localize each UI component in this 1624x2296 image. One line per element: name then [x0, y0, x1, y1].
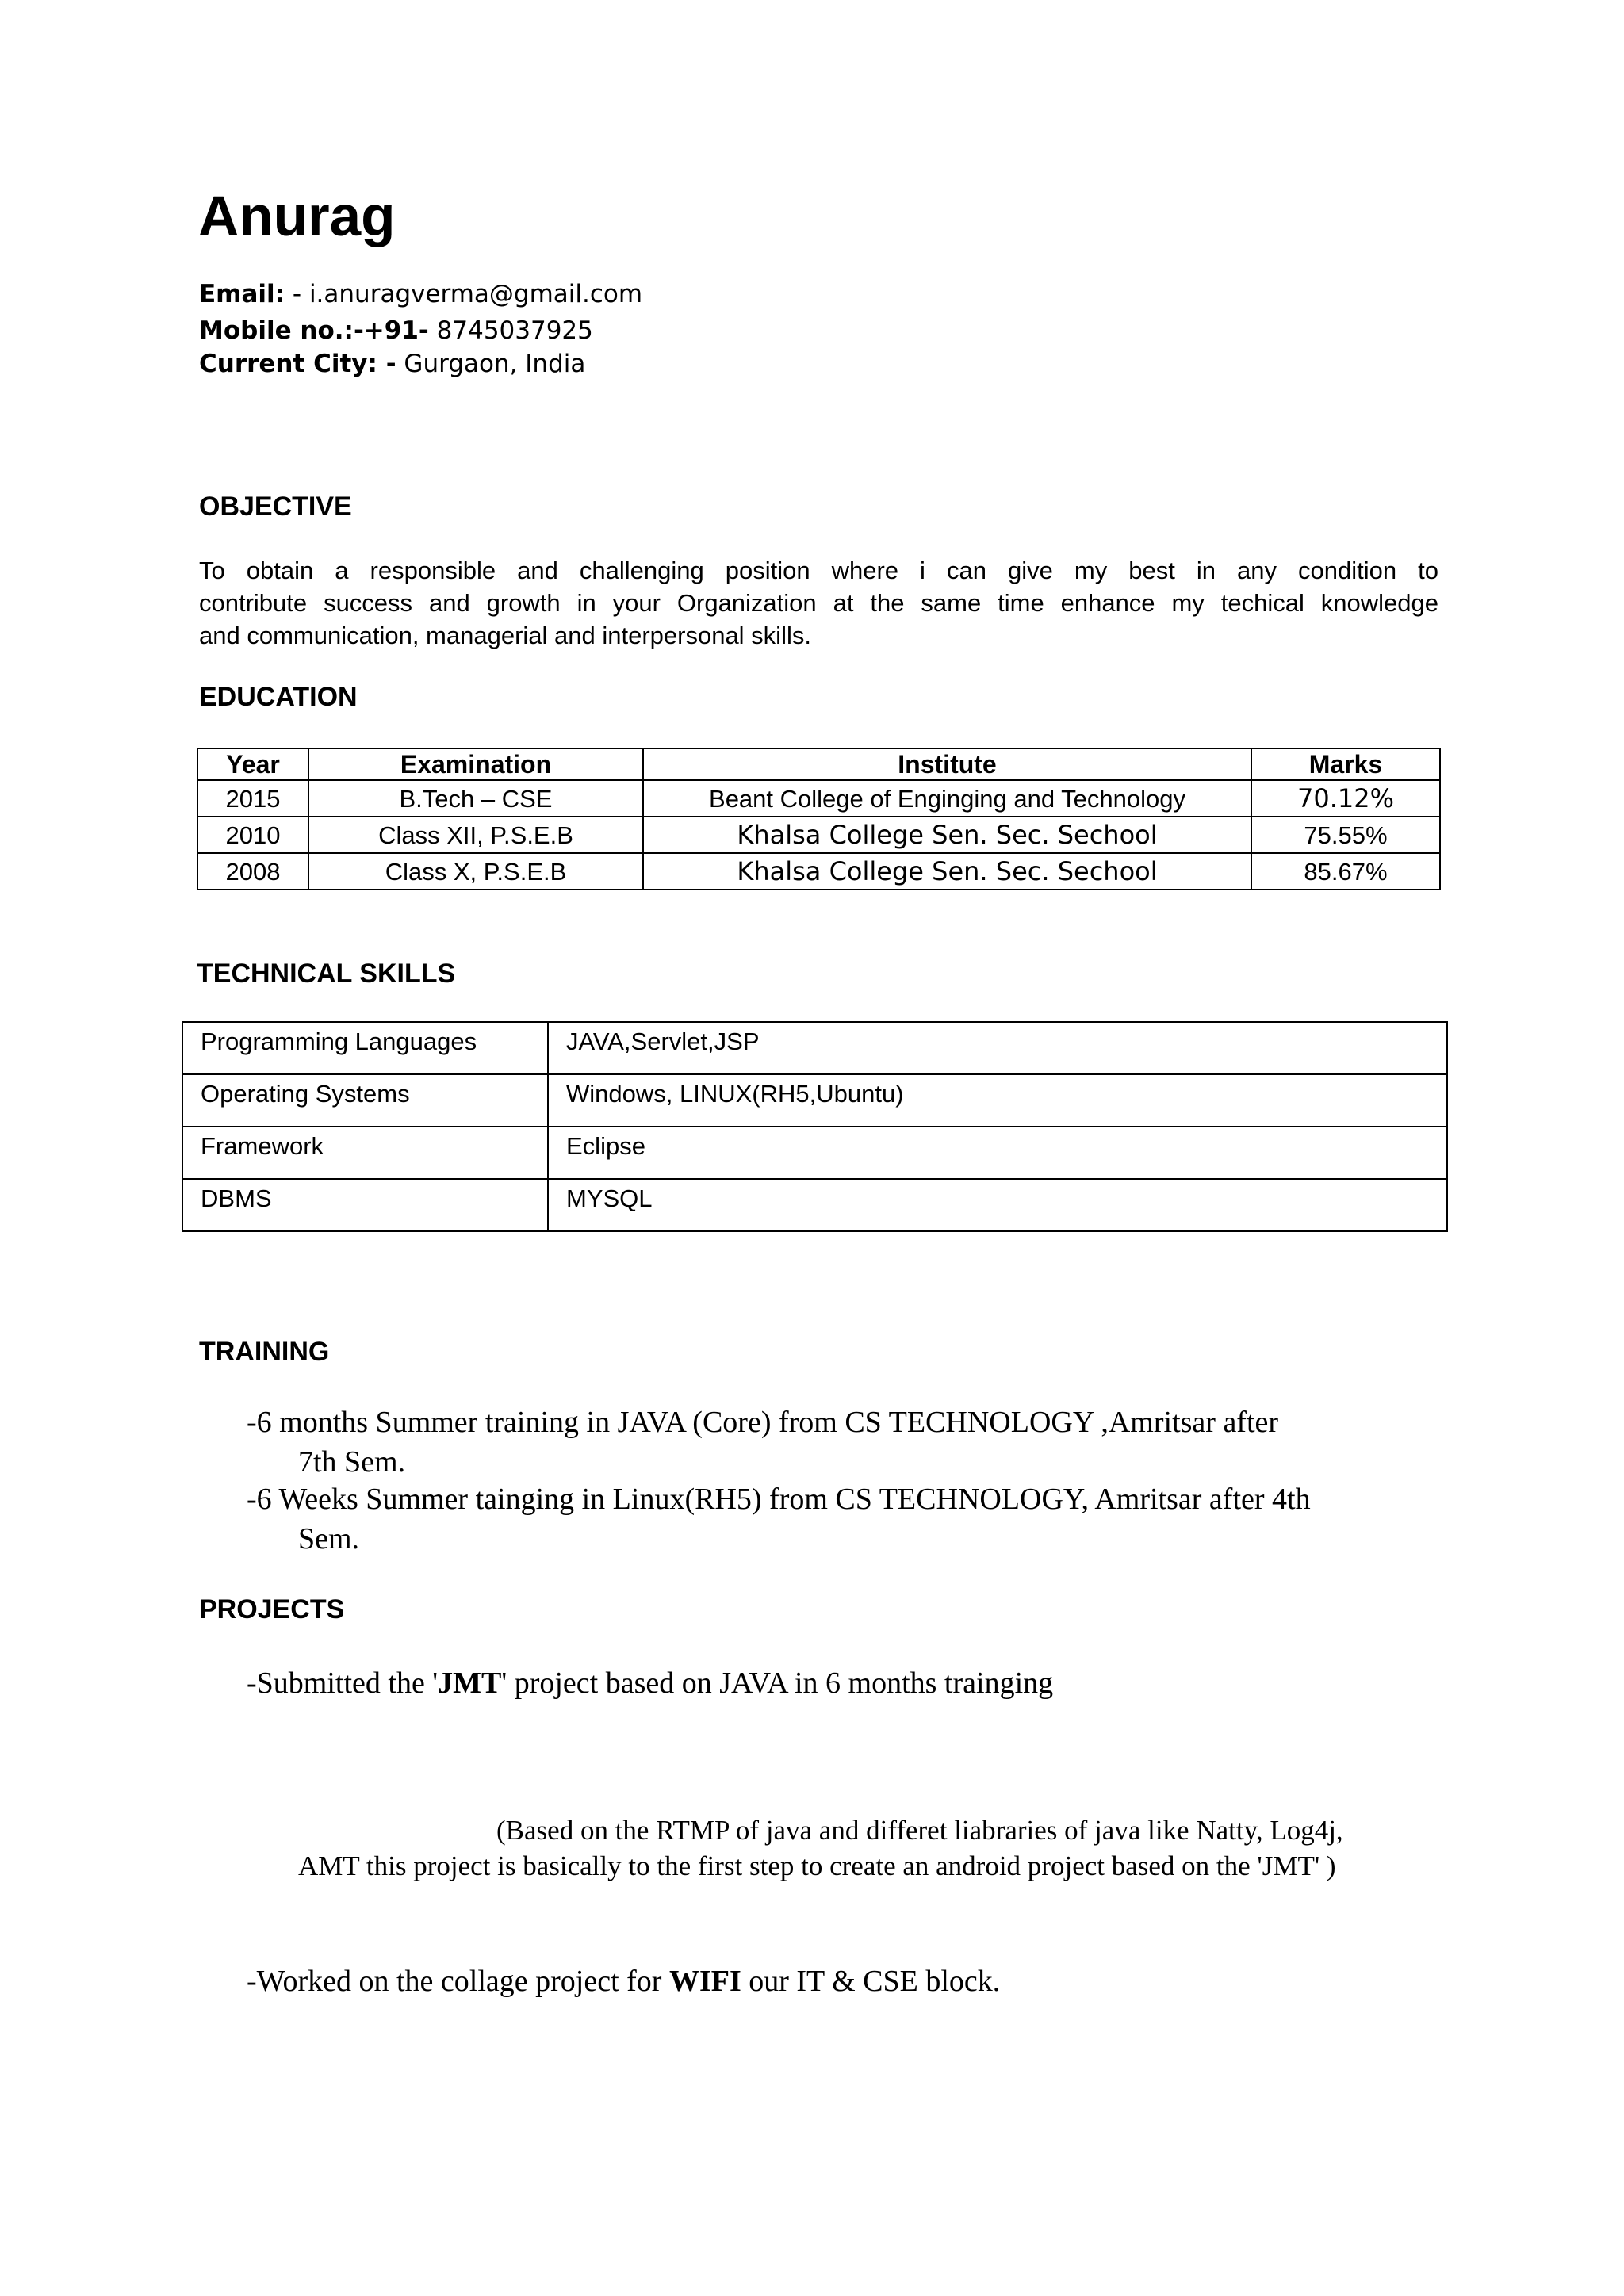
mobile-line [199, 316, 593, 345]
mobile-value: 8745037925 [428, 316, 593, 345]
table-row [197, 780, 1440, 817]
training-item-2-cont: Sem. [298, 1522, 360, 1556]
city-label: Current City: - [199, 350, 396, 378]
project-1-suffix: ' project based on JAVA in 6 months trainging [501, 1667, 1054, 1700]
project-item-1 [247, 1668, 1053, 1698]
email-label: Email: [199, 280, 285, 308]
skill-value: Windows, LINUX(RH5,Ubuntu) [548, 1074, 1447, 1127]
city-value: Gurgaon, India [396, 350, 586, 378]
project-item-2 [247, 1966, 1000, 1996]
table-cell: Khalsa College Sen. Sec. Sechool [643, 853, 1251, 890]
skill-value: Eclipse [548, 1127, 1447, 1179]
skill-value: MYSQL [548, 1179, 1447, 1231]
education-heading: EDUCATION [199, 682, 358, 712]
table-row [197, 817, 1440, 853]
table-row [182, 1022, 1447, 1074]
skill-value: JAVA,Servlet,JSP [548, 1022, 1447, 1074]
table-cell: Class XII, P.S.E.B [308, 817, 643, 853]
project-1-note: (Based on the RTMP of java and differet liabraries of java like Natty, Log4j, [496, 1815, 1343, 1846]
skills-table [182, 1021, 1448, 1232]
table-header-row [197, 748, 1440, 780]
skill-category: Programming Languages [182, 1022, 548, 1074]
candidate-name: Anurag [198, 186, 396, 248]
skill-category: DBMS [182, 1179, 548, 1231]
objective-line: To obtain a responsible and challenging position where i can give my best in any condition to [199, 557, 1438, 584]
project-2-prefix: -Worked on the collage project for [247, 1965, 669, 1998]
column-header: Year [197, 748, 308, 780]
city-line [199, 352, 585, 377]
project-1-name: JMT [438, 1667, 502, 1700]
project-1-prefix: -Submitted the ' [247, 1667, 439, 1700]
skill-category: Operating Systems [182, 1074, 548, 1127]
table-cell: 2008 [197, 853, 308, 890]
training-heading: TRAINING [199, 1337, 330, 1367]
column-header: Examination [308, 748, 643, 780]
table-cell: 2010 [197, 817, 308, 853]
column-header: Institute [643, 748, 1251, 780]
table-cell: Class X, P.S.E.B [308, 853, 643, 890]
objective-text [199, 554, 1438, 652]
email-line [199, 282, 642, 307]
table-cell: Beant College of Enginging and Technology [643, 780, 1251, 817]
objective-heading: OBJECTIVE [199, 492, 352, 522]
training-item-2: -6 Weeks Summer tainging in Linux(RH5) from CS TECHNOLOGY, Amritsar after 4th [247, 1483, 1311, 1516]
objective-line: contribute success and growth in your Organization at the same time enhance my techical knowledge [199, 589, 1438, 617]
training-item-1-cont: 7th Sem. [298, 1445, 406, 1479]
table-cell: 85.67% [1251, 853, 1440, 890]
column-header: Marks [1251, 748, 1440, 780]
email-value: - i.anuragverma@gmail.com [285, 280, 643, 308]
project-2-name: WIFI [668, 1965, 741, 1998]
table-cell: 2015 [197, 780, 308, 817]
table-cell: B.Tech – CSE [308, 780, 643, 817]
table-row [182, 1074, 1447, 1127]
table-row [182, 1179, 1447, 1231]
projects-heading: PROJECTS [199, 1594, 345, 1624]
table-cell: 75.55% [1251, 817, 1440, 853]
training-item-1: -6 months Summer training in JAVA (Core) from CS TECHNOLOGY ,Amritsar after [247, 1406, 1279, 1439]
table-row [197, 853, 1440, 890]
education-table [197, 748, 1441, 890]
table-row [182, 1127, 1447, 1179]
project-2-suffix: our IT & CSE block. [741, 1965, 1001, 1998]
project-1-note-cont: AMT this project is basically to the first step to create an android project based on the 'JMT' ) [298, 1850, 1336, 1881]
skill-category: Framework [182, 1127, 548, 1179]
mobile-label: Mobile no.:-+91- [199, 316, 429, 345]
table-cell: 70.12% [1251, 780, 1440, 817]
objective-line: and communication, managerial and interpersonal skills. [199, 622, 811, 649]
skills-heading: TECHNICAL SKILLS [197, 959, 456, 989]
table-cell: Khalsa College Sen. Sec. Sechool [643, 817, 1251, 853]
